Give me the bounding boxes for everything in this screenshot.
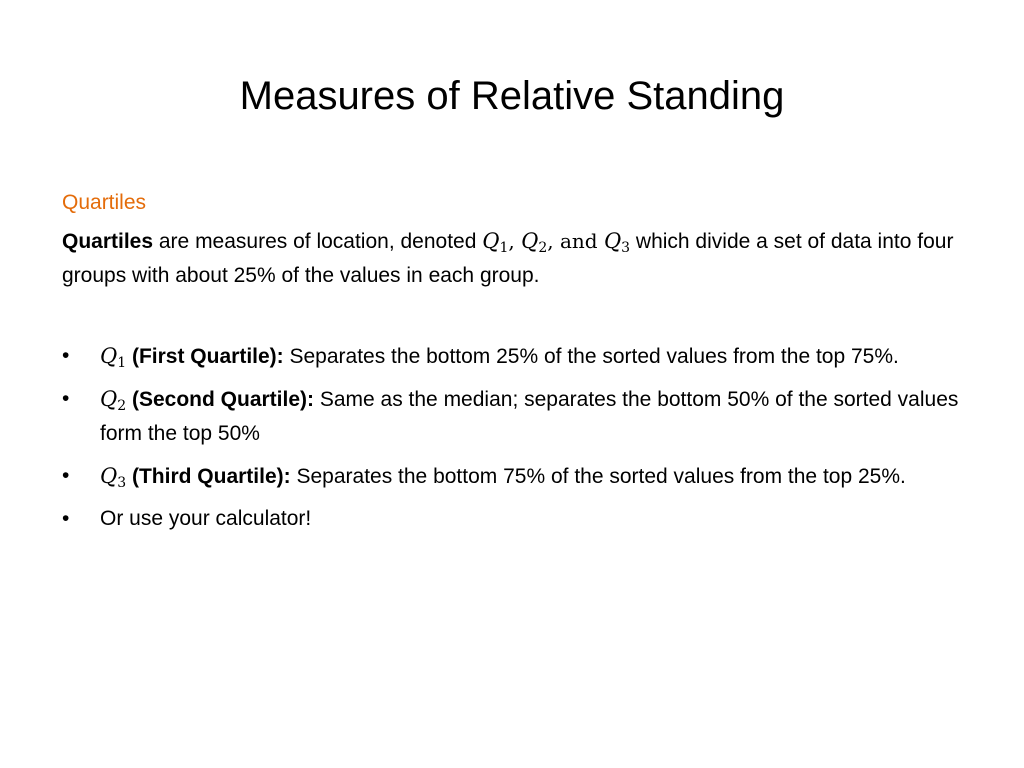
bullet-icon: • bbox=[62, 387, 70, 410]
bullet-q1-letter: Q bbox=[100, 344, 118, 368]
bullet-q1-subscript: 1 bbox=[117, 355, 127, 371]
bullet-item-q1 bbox=[62, 339, 972, 374]
bullet-q3-text: Separates the bottom 75% of the sorted values from the top 25%. bbox=[290, 465, 906, 488]
bullet-q1-label: (First Quartile): bbox=[126, 345, 284, 368]
q1-symbol bbox=[482, 229, 509, 256]
q2-letter: Q bbox=[521, 229, 539, 253]
slide-content bbox=[62, 186, 972, 544]
symbol-and: , and bbox=[547, 229, 604, 253]
bullet-item-q2 bbox=[62, 382, 972, 451]
definition-text-before: are measures of location, denoted bbox=[153, 230, 483, 253]
q3-letter: Q bbox=[603, 229, 622, 253]
bullet-q3-symbol bbox=[100, 464, 127, 491]
definition-paragraph bbox=[62, 224, 972, 293]
bullet-q3-subscript: 3 bbox=[117, 475, 127, 491]
definition-term: Quartiles bbox=[62, 230, 154, 253]
bullet-q3-label: (Third Quartile): bbox=[126, 465, 291, 488]
bullet-q2-subscript: 2 bbox=[117, 398, 127, 414]
bullet-q1-text: Separates the bottom 25% of the sorted values from the top 75%. bbox=[283, 345, 899, 368]
bullet-q2-label: (Second Quartile): bbox=[126, 388, 314, 411]
q1-subscript: 1 bbox=[499, 240, 509, 256]
bullet-q2-letter: Q bbox=[100, 387, 118, 411]
bullet-icon: • bbox=[62, 507, 70, 530]
q3-symbol bbox=[603, 229, 631, 256]
q2-subscript: 2 bbox=[538, 240, 548, 256]
definition-text-after: which divide a set of data into four groups with about 25% of the values in each group. bbox=[62, 230, 954, 287]
q3-subscript: 3 bbox=[621, 240, 631, 256]
q1-letter: Q bbox=[482, 229, 500, 253]
bullet-icon: • bbox=[62, 344, 70, 367]
bullet-q2-text: Same as the median; separates the bottom 50% of the sorted values form the top 50% bbox=[100, 388, 959, 445]
bullet-item-calculator bbox=[62, 502, 972, 536]
symbol-comma: , bbox=[508, 229, 522, 253]
bullet-q2-symbol bbox=[100, 387, 127, 414]
bullet-icon: • bbox=[62, 464, 70, 487]
bullet-list bbox=[62, 339, 972, 536]
bullet-calculator-text: Or use your calculator! bbox=[100, 507, 312, 530]
slide-title: Measures of Relative Standing bbox=[239, 74, 785, 118]
subheading: Quartiles bbox=[62, 191, 147, 214]
q2-symbol bbox=[521, 229, 548, 256]
bullet-q3-letter: Q bbox=[100, 464, 118, 488]
bullet-q1-symbol bbox=[100, 344, 127, 371]
bullet-item-q3 bbox=[62, 459, 972, 494]
